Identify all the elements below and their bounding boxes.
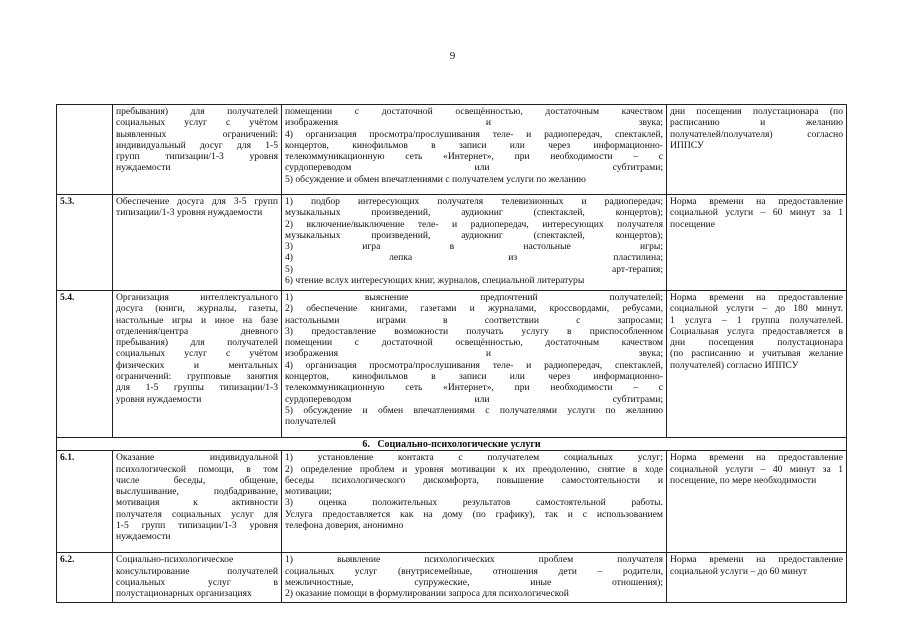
text-line: получателя социальных услуг для [116, 508, 278, 520]
text-line: 5) арт-терапия; [285, 263, 663, 275]
text-line: ИППСУ [670, 139, 704, 151]
text-line: изображения и звука; [285, 348, 663, 360]
text-line: 1) установление контакта с получателем социальных услуг; [285, 452, 663, 464]
text-line: дни посещения полустационара (по [670, 106, 843, 117]
text-line: телекоммуникационную сеть «Интернет», при необходимости – с [285, 151, 663, 163]
text-line: консультирование получателей [116, 565, 278, 577]
service-norm-cell [667, 105, 847, 195]
text-line: сурдопереводом или субтитрами; [285, 162, 663, 174]
text-line: межличностные, супружеские, иные отношения); [285, 576, 663, 588]
text-line: нуждаемости [116, 162, 171, 174]
text-line: Организация интеллектуального [116, 292, 278, 303]
text-line: 2) обеспечение книгами, газетами и журналами, кроссвордами, ребусами, [285, 303, 663, 315]
text-line: социальных услуг (внутрисемейные, отношения дети – родители, [285, 565, 663, 577]
text-line: 3) предоставление возможности получать услугу в приспособленном [285, 325, 663, 337]
text-line: посещение, по мере необходимости [670, 474, 817, 486]
service-content-cell [282, 195, 667, 291]
text-line: досуга (книги, журналы, газеты, [116, 303, 278, 315]
text-line: выслушивание, подбадривание, [116, 486, 278, 498]
text-line: социальных услуг с учётом [116, 348, 278, 360]
text-line: типизации/1-3 уровня нуждаемости [116, 207, 263, 219]
text-line: социальной услуги – 60 минут за 1 [670, 207, 843, 219]
text-line: 3) оценка положительных результатов самостоятельной работы. [285, 497, 663, 509]
text-line: мотивации; [285, 486, 332, 498]
text-line: отделения/центра дневного [116, 325, 278, 337]
text-line: сурдопереводом или субтитрами; [285, 393, 663, 405]
section-number: 6. [362, 439, 370, 450]
text-line: 4) лепка из пластилина; [285, 252, 663, 264]
text-line: 1-5 групп типизации/1-3 уровня [116, 520, 278, 532]
text-line: 4) организация просмотра/прослушивания теле- и радиопередач, спектаклей, [285, 359, 663, 371]
text-line: пребывания) для получателей [116, 106, 278, 117]
text-line: мотивация к активности [116, 497, 278, 509]
text-line: 2) включение/выключение теле- и радиопередач, интересующих получателя [285, 218, 663, 230]
text-line: Оказание индивидуальной [116, 452, 278, 464]
text-line: помещении с достаточной освещённостью, достаточным качеством [285, 337, 663, 349]
text-line: индивидуальный досуг для 1-5 [116, 139, 278, 151]
text-line: телекоммуникационную сеть «Интернет», при необходимости – с [285, 382, 663, 394]
text-line: полустационарных организациях [116, 588, 252, 600]
text-line: уровня нуждаемости [116, 393, 202, 405]
section-title-text: Социально-психологические услуги [377, 439, 541, 450]
text-line: музыкальных произведений, аудиокниг (спектаклей, концертов); [285, 229, 663, 241]
text-line: 2) оказание помощи в формулировании запроса для психологической [285, 588, 569, 600]
text-line: для 1-5 группы типизации/1-3 [116, 382, 278, 394]
text-line: ограничений: групповые занятия [116, 371, 278, 383]
service-norm-cell [667, 195, 847, 291]
service-content-cell [282, 105, 667, 195]
service-norm-cell [667, 553, 847, 603]
text-line: посещение [670, 218, 715, 230]
service-name-cell [113, 195, 282, 291]
text-line: Норма времени на предоставление [670, 452, 843, 464]
text-line: Норма времени на предоставление [670, 292, 843, 303]
text-line: 2) определение проблем и уровня мотивации к их преодолению, снятие в ходе [285, 463, 663, 475]
text-line: социальной услуги – до 60 минут [670, 565, 807, 577]
text-line: помещении с достаточной освещённостью, достаточным качеством [285, 106, 663, 117]
table-row-6-1 [57, 451, 847, 553]
text-line: 5) обсуждение и обмен впечатлениями с получателем услуги по желанию [285, 173, 586, 185]
text-line: нуждаемости [116, 531, 171, 543]
service-name-cell [113, 553, 282, 603]
text-line: психологической помощи, в том [116, 463, 278, 475]
text-line: Норма времени на предоставление [670, 554, 843, 566]
text-line: (по расписанию и учитывая желание [670, 348, 843, 360]
text-line: социальных услуг с учётом [116, 117, 278, 129]
text-line: получателей/получателя) согласно [670, 128, 843, 140]
table-row-continuation [57, 105, 847, 195]
services-table [56, 104, 847, 603]
service-content-cell [282, 553, 667, 603]
text-line: получателей [285, 416, 336, 428]
text-line: концертов, кинофильмов в записи или через информационно- [285, 371, 663, 383]
text-line: 4) организация просмотра/прослушивания теле- и радиопередач, спектаклей, [285, 128, 663, 140]
text-line: 1 услуга – 1 группа получателей. [670, 314, 843, 326]
text-line: музыкальных произведений, аудиокниг (спектаклей, концертов); [285, 207, 663, 219]
text-line: социальных услуг в [116, 576, 278, 588]
row-number-cell: 6.1. [57, 451, 113, 553]
text-line: изображения и звука; [285, 117, 663, 129]
row-number-cell: 5.3. [57, 195, 113, 291]
service-content-cell [282, 451, 667, 553]
service-name-cell [113, 105, 282, 195]
text-line: настольные игры и иное на базе [116, 314, 278, 326]
text-line: 5) обсуждение и обмен впечатлениями с получателями услуги по желанию [285, 404, 663, 416]
section-header-row [57, 438, 847, 451]
text-line: Социальная услуга предоставляется в [670, 325, 843, 337]
text-line: числе беседы, общение, [116, 474, 278, 486]
text-line: 1) выяснение предпочтений получателей; [285, 292, 663, 303]
text-line: групп типизации/1-3 уровня [116, 151, 278, 163]
text-line: Социально-психологическое [116, 554, 234, 566]
row-number-cell: 5.4. [57, 291, 113, 438]
section-title [57, 438, 847, 451]
text-line: физических и ментальных [116, 359, 278, 371]
text-line: Норма времени на предоставление [670, 196, 843, 207]
text-line: получателей) согласно ИППСУ [670, 359, 799, 371]
text-line: беседы психологического дискомфорта, повышение самостоятельности и [285, 474, 663, 486]
text-line: 1) выявление психологических проблем получателя [285, 554, 663, 566]
text-line: 3) игра в настольные игры; [285, 241, 663, 253]
service-norm-cell [667, 451, 847, 553]
text-line: телефона доверия, анонимно [285, 520, 404, 532]
text-line: Услуга предоставляется как на дому (по графику), так и с использованием [285, 508, 663, 520]
text-line: расписанию и желанию [670, 117, 843, 129]
service-norm-cell [667, 291, 847, 438]
service-content-cell [282, 291, 667, 438]
text-line: выявленных ограничений: [116, 128, 278, 140]
text-line: концертов, кинофильмов в записи или через информационно- [285, 139, 663, 151]
row-number-cell: 6.2. [57, 553, 113, 603]
table-row-6-2 [57, 553, 847, 603]
text-line: настольными играми в соответствии с запросами; [285, 314, 663, 326]
text-line: Обеспечение досуга для 3-5 групп [116, 196, 278, 207]
text-line: дни посещения полустационара [670, 337, 843, 349]
text-line: социальной услуги – 40 минут за 1 [670, 463, 843, 475]
row-number-cell [57, 105, 113, 195]
page-number: 9 [449, 50, 456, 62]
service-name-cell [113, 451, 282, 553]
table-row-5-4 [57, 291, 847, 438]
service-name-cell [113, 291, 282, 438]
text-line: социальной услуги – до 180 минут. [670, 303, 843, 315]
table-row-5-3 [57, 195, 847, 291]
text-line: 6) чтение вслух интересующих книг, журналов, специальной литературы [285, 275, 585, 287]
text-line: 1) подбор интересующих получателя телевизионных и радиопередач; [285, 196, 663, 207]
text-line: пребывания) для получателей [116, 337, 278, 349]
